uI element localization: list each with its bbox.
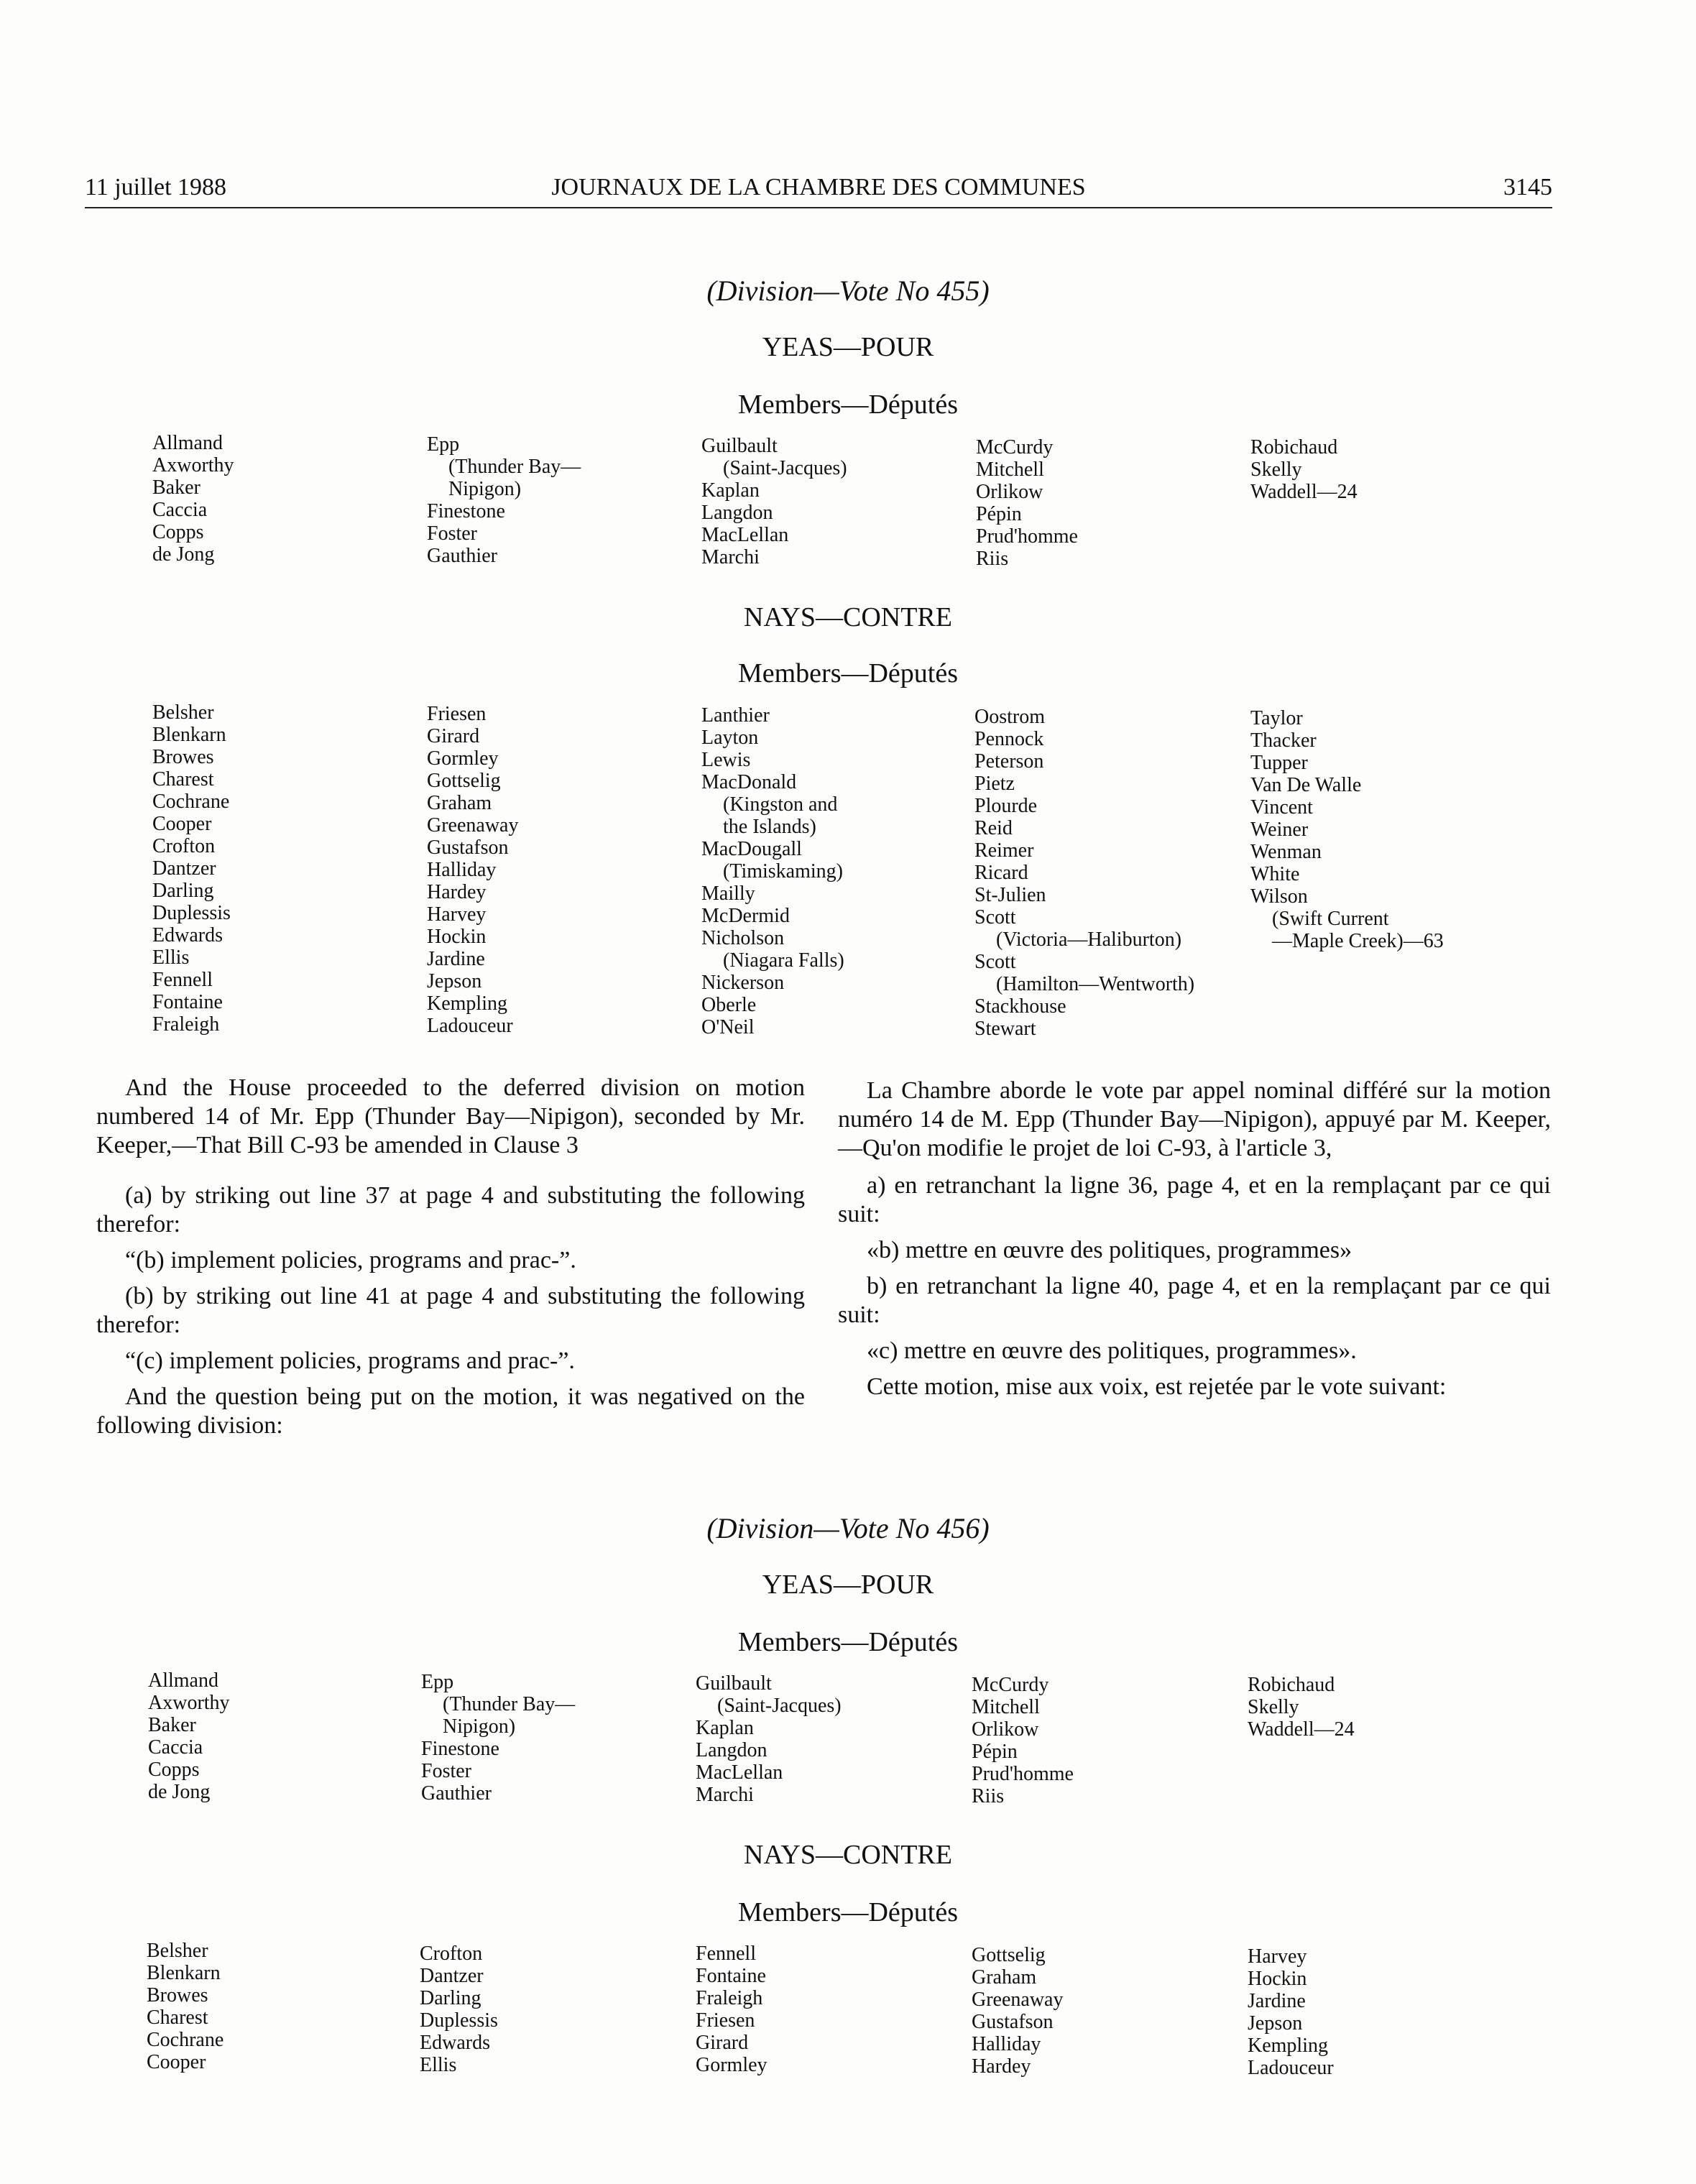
french-paragraph: Cette motion, mise aux voix, est rejetée par le vote suivant: <box>867 1373 1447 1400</box>
member-name: Greenaway <box>427 814 519 837</box>
member-name: Gauthier <box>427 545 497 567</box>
member-name: Gormley <box>696 2054 768 2076</box>
member-name: Taylor <box>1250 707 1303 729</box>
member-name: Nicholson <box>701 927 785 949</box>
member-name: Caccia <box>152 499 208 521</box>
member-name: Ladouceur <box>1248 2057 1334 2079</box>
member-name: Thacker <box>1250 729 1317 752</box>
member-name: Epp <box>421 1671 454 1693</box>
division-455-nays-col2 <box>427 703 518 1037</box>
member-name: Kaplan <box>701 479 760 502</box>
member-name: White <box>1250 863 1300 885</box>
member-name: Marchi <box>701 546 760 568</box>
division-455-heading: (Division—Vote No 455) <box>706 275 990 307</box>
division-455-yeas-col1 <box>152 432 234 566</box>
english-quote: “(b) implement policies, programs and prac-”. <box>125 1247 576 1273</box>
division-456-yeas-col2 <box>421 1671 575 1805</box>
member-name: Finestone <box>427 500 505 522</box>
member-name: Duplessis <box>420 2009 498 2032</box>
division-455-nays-col4 <box>974 706 1194 1040</box>
division-456-nays-col3 <box>696 1943 768 2076</box>
member-name: de Jong <box>152 543 215 566</box>
member-name: Waddell—24 <box>1248 1718 1355 1741</box>
english-paragraph: And the House proceeded to the deferred division on motion numbered 14 of Mr. Epp (Thunder Bay—Nipigon), seconded by Mr. Keeper,—That Bill C-93 be amended in Clause 3 <box>96 1074 805 1158</box>
member-riding: (Kingston and <box>723 793 838 816</box>
member-name: Plourde <box>974 795 1038 817</box>
member-name: Guilbault <box>701 435 778 457</box>
member-name: Pietz <box>974 773 1015 795</box>
member-name: Gauthier <box>421 1782 492 1805</box>
member-name: Gustafson <box>427 837 509 859</box>
member-riding: —Maple Creek)—63 <box>1272 930 1444 952</box>
division-455-yeas-members-heading: Members—Députés <box>737 390 959 420</box>
member-name: Gormley <box>427 747 499 770</box>
member-name: Graham <box>427 792 492 814</box>
member-name: Copps <box>148 1759 200 1781</box>
member-name: Mitchell <box>976 459 1044 481</box>
member-name: Jepson <box>1248 2012 1303 2035</box>
french-paragraph: b) en retranchant la ligne 40, page 4, et en la remplaçant par ce qui suit: <box>838 1273 1551 1328</box>
member-name: Crofton <box>420 1943 483 1965</box>
member-name: Ellis <box>152 946 190 969</box>
member-name: Scott <box>974 906 1016 929</box>
division-456-nays-heading: NAYS—CONTRE <box>744 1840 952 1870</box>
member-name: Fontaine <box>696 1965 766 1987</box>
member-name: Epp <box>427 433 460 456</box>
member-name: Caccia <box>148 1736 203 1759</box>
member-riding: Nipigon) <box>443 1715 516 1738</box>
member-name: Reid <box>974 817 1013 839</box>
member-name: Robichaud <box>1250 436 1338 459</box>
page-number: 3145 <box>1503 174 1552 201</box>
member-name: MacLellan <box>696 1761 783 1784</box>
member-name: Dantzer <box>420 1965 484 1987</box>
member-name: Hockin <box>427 926 487 948</box>
member-riding: (Niagara Falls) <box>723 949 844 972</box>
member-name: Halliday <box>972 2033 1041 2055</box>
member-name: Guilbault <box>696 1672 772 1695</box>
member-riding: (Hamilton—Wentworth) <box>996 973 1195 995</box>
member-name: Weiner <box>1250 819 1309 841</box>
member-name: MacDonald <box>701 771 797 793</box>
member-name: Cochrane <box>147 2029 224 2051</box>
member-name: Pépin <box>972 1741 1018 1763</box>
member-name: MacLellan <box>701 524 789 546</box>
member-name: Kempling <box>427 992 507 1015</box>
member-name: Kempling <box>1248 2035 1328 2057</box>
member-name: Gottselig <box>972 1944 1046 1966</box>
member-name: Friesen <box>427 703 487 725</box>
member-name: St-Julien <box>974 884 1046 906</box>
division-455-nays-members-heading: Members—Députés <box>737 658 959 688</box>
member-name: Riis <box>976 548 1009 570</box>
member-name: Marchi <box>696 1784 754 1806</box>
member-name: Van De Walle <box>1250 774 1362 796</box>
division-455-nays-col5 <box>1250 707 1444 952</box>
division-456-nays-members-heading: Members—Députés <box>737 1897 959 1927</box>
english-quote: “(c) implement policies, programs and prac-”. <box>125 1347 575 1374</box>
member-name: Blenkarn <box>147 1962 221 1984</box>
division-456-yeas-col5 <box>1248 1674 1355 1741</box>
division-455-yeas-col3 <box>701 435 847 568</box>
division-456-yeas-heading: YEAS—POUR <box>762 1570 934 1600</box>
member-name: Foster <box>427 522 477 545</box>
member-name: Dantzer <box>152 857 216 880</box>
member-name: Axworthy <box>152 454 234 476</box>
division-455-nays-col1 <box>152 701 231 1036</box>
member-name: Graham <box>972 1966 1037 1989</box>
member-name: Riis <box>972 1785 1005 1807</box>
member-name: Friesen <box>696 2009 755 2032</box>
member-name: Tupper <box>1250 752 1308 774</box>
member-riding: (Saint-Jacques) <box>717 1695 842 1717</box>
division-455-nays-heading: NAYS—CONTRE <box>744 602 952 632</box>
member-riding: (Thunder Bay— <box>443 1693 576 1715</box>
member-name: Baker <box>152 476 201 499</box>
member-name: Ricard <box>974 862 1028 884</box>
member-name: Browes <box>152 746 214 768</box>
member-name: Harvey <box>427 903 487 926</box>
member-name: Oberle <box>701 994 757 1016</box>
member-name: Girard <box>427 725 480 747</box>
member-name: Harvey <box>1248 1945 1307 1968</box>
french-paragraph: La Chambre aborde le vote par appel nominal différé sur la motion numéro 14 de M. Epp (Thunder Bay—Nipigon), appuyé par M. Keeper,—Qu'on modifie le projet de loi C-93, à l'article 3, <box>838 1077 1551 1161</box>
member-name: Vincent <box>1250 796 1313 819</box>
member-name: Gottselig <box>427 770 501 792</box>
division-456-nays-col5 <box>1248 1945 1334 2079</box>
member-name: McDermid <box>701 905 790 927</box>
header-date: 11 juillet 1988 <box>85 174 227 201</box>
member-name: Stewart <box>974 1018 1036 1040</box>
french-quote: «b) mettre en œuvre des politiques, programmes» <box>867 1237 1352 1263</box>
member-name: Duplessis <box>152 902 231 924</box>
member-name: Pennock <box>974 728 1044 750</box>
member-name: Charest <box>152 768 214 791</box>
page-header <box>85 171 1552 208</box>
division-456-nays-col1 <box>147 1940 223 2073</box>
member-name: Skelly <box>1248 1696 1299 1718</box>
member-name: Allmand <box>148 1669 218 1692</box>
french-column <box>838 1077 1551 1409</box>
member-name: Fennell <box>696 1943 756 1965</box>
member-name: MacDougall <box>701 838 802 860</box>
member-name: Wilson <box>1250 885 1308 908</box>
member-name: Pépin <box>976 503 1022 525</box>
member-name: Peterson <box>974 750 1044 773</box>
member-riding: the Islands) <box>723 816 816 838</box>
member-name: Blenkarn <box>152 724 226 746</box>
member-riding: Nipigon) <box>448 478 522 500</box>
member-name: Axworthy <box>148 1692 230 1714</box>
division-456-nays-col2 <box>420 1943 498 2076</box>
member-name: Greenaway <box>972 1989 1064 2011</box>
member-name: Wenman <box>1250 841 1322 863</box>
member-name: Charest <box>147 2006 208 2029</box>
member-name: McCurdy <box>976 436 1054 459</box>
member-name: Hardey <box>427 881 487 903</box>
member-name: Jepson <box>427 970 482 992</box>
member-name: Skelly <box>1250 459 1302 481</box>
member-name: Orlikow <box>976 481 1043 503</box>
member-name: Nickerson <box>701 972 785 994</box>
member-name: Stackhouse <box>974 995 1066 1018</box>
french-paragraph: a) en retranchant la ligne 36, page 4, et en la remplaçant par ce qui suit: <box>838 1172 1551 1227</box>
member-riding: (Victoria—Haliburton) <box>996 929 1182 951</box>
member-name: Edwards <box>420 2032 490 2054</box>
member-name: Belsher <box>152 701 214 724</box>
english-paragraph: (a) by striking out line 37 at page 4 and substituting the following therefor: <box>96 1182 805 1238</box>
member-name: McCurdy <box>972 1674 1049 1696</box>
member-name: Crofton <box>152 835 216 857</box>
member-name: Mailly <box>701 883 755 905</box>
member-name: Fraleigh <box>696 1987 763 2009</box>
member-name: Edwards <box>152 924 223 946</box>
division-455-nays-col3 <box>701 704 844 1038</box>
member-name: Fennell <box>152 969 213 991</box>
header-title: JOURNAUX DE LA CHAMBRE DES COMMUNES <box>551 174 1086 201</box>
member-name: Finestone <box>421 1738 499 1760</box>
member-name: Browes <box>147 1984 208 2006</box>
member-name: Darling <box>420 1987 481 2009</box>
member-name: Fontaine <box>152 991 223 1013</box>
member-name: Cochrane <box>152 791 230 813</box>
member-name: Cooper <box>147 2051 206 2073</box>
member-riding: (Saint-Jacques) <box>723 457 847 479</box>
member-name: Darling <box>152 880 214 902</box>
member-name: Reimer <box>974 839 1034 862</box>
member-name: Jardine <box>427 948 485 970</box>
member-name: Ellis <box>420 2054 457 2076</box>
member-name: Girard <box>696 2032 749 2054</box>
division-456-yeas-col4 <box>972 1674 1074 1807</box>
member-name: Lewis <box>701 749 751 771</box>
member-name: Halliday <box>427 859 497 881</box>
division-455-yeas-col5 <box>1250 436 1358 503</box>
member-name: O'Neil <box>701 1016 755 1038</box>
french-quote: «c) mettre en œuvre des politiques, programmes». <box>867 1337 1357 1364</box>
member-name: Fraleigh <box>152 1013 220 1036</box>
member-name: Jardine <box>1248 1990 1306 2012</box>
division-456-yeas-col3 <box>696 1672 842 1806</box>
member-name: Belsher <box>147 1940 208 1962</box>
member-name: Allmand <box>152 432 223 454</box>
member-name: Mitchell <box>972 1696 1040 1718</box>
member-name: Waddell—24 <box>1250 481 1358 503</box>
member-name: Prud'homme <box>976 525 1078 548</box>
member-name: Scott <box>974 951 1016 973</box>
division-456-heading: (Division—Vote No 456) <box>706 1512 990 1544</box>
english-paragraph: (b) by striking out line 41 at page 4 and substituting the following therefor: <box>96 1283 805 1338</box>
member-name: Hockin <box>1248 1968 1307 1990</box>
member-name: Gustafson <box>972 2011 1054 2033</box>
division-456-yeas-col1 <box>148 1669 230 1803</box>
english-column <box>96 1074 805 1447</box>
member-name: Robichaud <box>1248 1674 1335 1696</box>
member-name: Baker <box>148 1714 196 1736</box>
member-riding: (Timiskaming) <box>723 860 843 883</box>
division-456-yeas-members-heading: Members—Députés <box>737 1627 959 1657</box>
division-456-nays-col4 <box>972 1944 1063 2078</box>
member-name: Langdon <box>701 502 773 524</box>
member-riding: (Thunder Bay— <box>448 456 581 478</box>
member-name: de Jong <box>148 1781 211 1803</box>
member-name: Layton <box>701 727 759 749</box>
division-455-yeas-col2 <box>427 433 581 567</box>
english-paragraph: And the question being put on the motion, it was negatived on the following division: <box>96 1383 805 1439</box>
member-name: Ladouceur <box>427 1015 513 1037</box>
member-name: Cooper <box>152 813 212 835</box>
member-name: Lanthier <box>701 704 770 727</box>
division-455-yeas-heading: YEAS—POUR <box>762 332 934 362</box>
member-name: Foster <box>421 1760 471 1782</box>
member-name: Kaplan <box>696 1717 754 1739</box>
member-name: Prud'homme <box>972 1763 1074 1785</box>
division-455-yeas-col4 <box>976 436 1078 570</box>
member-name: Hardey <box>972 2055 1031 2078</box>
member-name: Orlikow <box>972 1718 1039 1741</box>
member-name: Copps <box>152 521 204 543</box>
member-name: Langdon <box>696 1739 768 1761</box>
member-name: Oostrom <box>974 706 1045 728</box>
member-riding: (Swift Current <box>1272 908 1389 930</box>
